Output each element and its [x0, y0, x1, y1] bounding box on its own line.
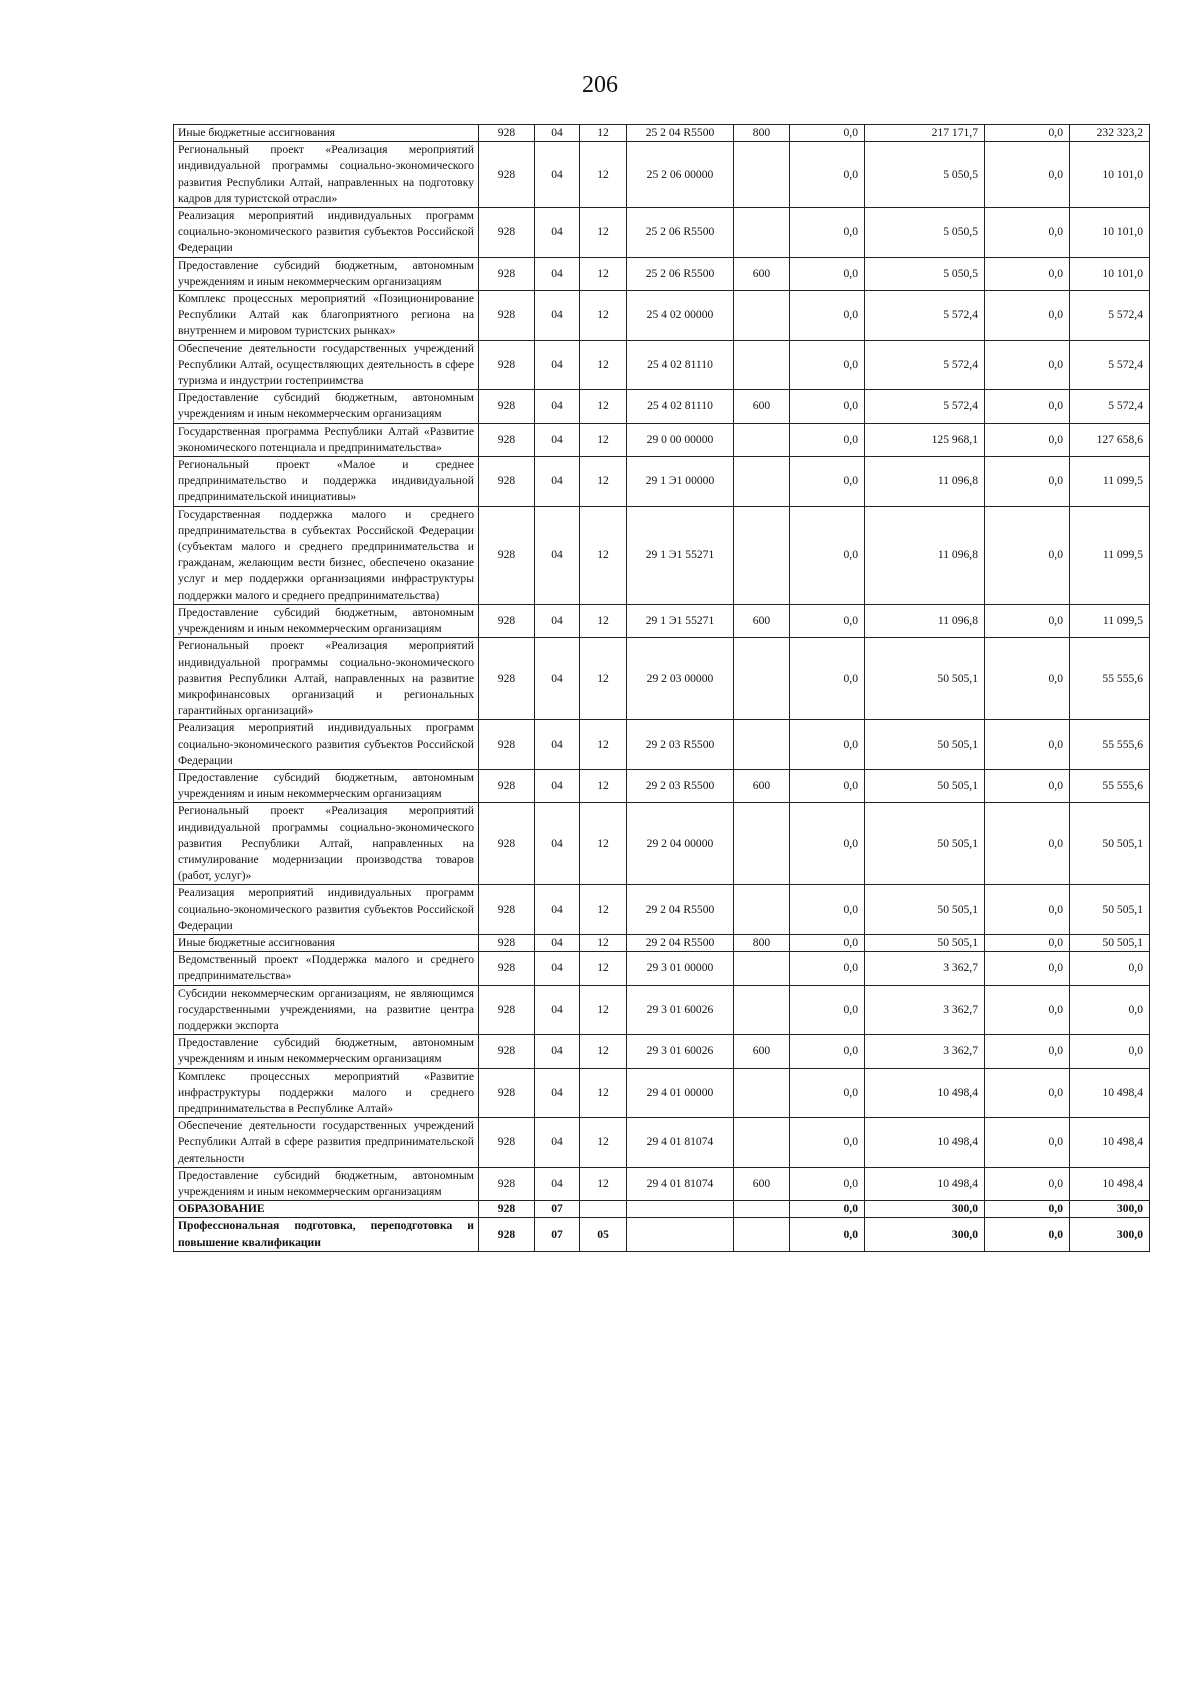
row-name: Предоставление субсидий бюджетным, автономным учреждениям и иным некоммерческим организациям — [174, 1167, 479, 1200]
target-article-code: 29 1 Э1 55271 — [627, 506, 734, 604]
table-row — [174, 769, 1150, 802]
row-name: Комплекс процессных мероприятий «Позиционирование Республики Алтай как благоприятного региона на внутреннем и мировом туристских рынках» — [174, 291, 479, 341]
target-article-code: 29 2 04 R5500 — [627, 885, 734, 935]
row-name: Региональный проект «Малое и среднее предпринимательство и поддержка индивидуальной предпринимательской инициативы» — [174, 457, 479, 507]
subsection-code: 12 — [580, 638, 627, 720]
amount-4: 50 505,1 — [1070, 885, 1150, 935]
row-name: Реализация мероприятий индивидуальных программ социально-экономического развития субъектов Российской Федерации — [174, 885, 479, 935]
subsection-code: 12 — [580, 291, 627, 341]
section-code: 04 — [535, 1118, 580, 1168]
target-article-code: 25 4 02 00000 — [627, 291, 734, 341]
expense-type-code — [734, 720, 790, 770]
amount-3: 0,0 — [985, 769, 1070, 802]
row-name: Обеспечение деятельности государственных учреждений Республики Алтай в сфере развития предпринимательской деятельности — [174, 1118, 479, 1168]
amount-3: 0,0 — [985, 142, 1070, 208]
target-article-code: 29 2 04 00000 — [627, 803, 734, 885]
amount-4: 10 498,4 — [1070, 1167, 1150, 1200]
subsection-code: 12 — [580, 423, 627, 456]
expense-type-code — [734, 952, 790, 985]
amount-3: 0,0 — [985, 257, 1070, 290]
expense-type-code — [734, 1118, 790, 1168]
section-code: 04 — [535, 885, 580, 935]
row-name: Региональный проект «Реализация мероприятий индивидуальной программы социально-экономического развития Республики Алтай, направленных на подготовку кадров для туристской отрасли» — [174, 142, 479, 208]
amount-3: 0,0 — [985, 720, 1070, 770]
table-row — [174, 390, 1150, 423]
row-name: Предоставление субсидий бюджетным, автономным учреждениям и иным некоммерческим организациям — [174, 390, 479, 423]
table-row — [174, 1218, 1150, 1251]
target-article-code: 25 2 06 00000 — [627, 142, 734, 208]
table-row — [174, 1068, 1150, 1118]
table-row — [174, 423, 1150, 456]
table-row — [174, 1035, 1150, 1068]
ministry-code: 928 — [479, 720, 535, 770]
amount-1: 0,0 — [790, 390, 865, 423]
subsection-code: 12 — [580, 604, 627, 637]
row-name: ОБРАЗОВАНИЕ — [174, 1201, 479, 1218]
target-article-code — [627, 1218, 734, 1251]
subsection-code: 12 — [580, 1035, 627, 1068]
amount-1: 0,0 — [790, 769, 865, 802]
amount-4: 5 572,4 — [1070, 390, 1150, 423]
amount-2: 50 505,1 — [865, 720, 985, 770]
ministry-code: 928 — [479, 1118, 535, 1168]
amount-2: 5 050,5 — [865, 142, 985, 208]
ministry-code: 928 — [479, 1201, 535, 1218]
expense-type-code: 600 — [734, 1167, 790, 1200]
ministry-code: 928 — [479, 390, 535, 423]
amount-2: 5 050,5 — [865, 208, 985, 258]
amount-2: 5 572,4 — [865, 390, 985, 423]
ministry-code: 928 — [479, 985, 535, 1035]
amount-3: 0,0 — [985, 1118, 1070, 1168]
row-name: Профессиональная подготовка, переподготовка и повышение квалификации — [174, 1218, 479, 1251]
table-row — [174, 1118, 1150, 1168]
expense-type-code — [734, 291, 790, 341]
expense-type-code — [734, 1201, 790, 1218]
target-article-code: 29 2 03 R5500 — [627, 720, 734, 770]
amount-4: 127 658,6 — [1070, 423, 1150, 456]
amount-3: 0,0 — [985, 952, 1070, 985]
amount-4: 50 505,1 — [1070, 803, 1150, 885]
subsection-code: 12 — [580, 934, 627, 951]
section-code: 04 — [535, 952, 580, 985]
amount-2: 300,0 — [865, 1201, 985, 1218]
amount-4: 11 099,5 — [1070, 604, 1150, 637]
subsection-code: 12 — [580, 208, 627, 258]
subsection-code: 12 — [580, 1167, 627, 1200]
target-article-code: 25 4 02 81110 — [627, 340, 734, 390]
amount-2: 50 505,1 — [865, 803, 985, 885]
amount-3: 0,0 — [985, 125, 1070, 142]
table-body — [174, 125, 1150, 1252]
amount-4: 232 323,2 — [1070, 125, 1150, 142]
amount-3: 0,0 — [985, 291, 1070, 341]
amount-4: 10 101,0 — [1070, 257, 1150, 290]
expense-type-code — [734, 457, 790, 507]
amount-2: 5 572,4 — [865, 340, 985, 390]
amount-1: 0,0 — [790, 604, 865, 637]
ministry-code: 928 — [479, 769, 535, 802]
subsection-code: 12 — [580, 457, 627, 507]
expense-type-code — [734, 340, 790, 390]
amount-3: 0,0 — [985, 423, 1070, 456]
expense-type-code: 600 — [734, 257, 790, 290]
row-name: Иные бюджетные ассигнования — [174, 125, 479, 142]
row-name: Иные бюджетные ассигнования — [174, 934, 479, 951]
target-article-code: 29 2 04 R5500 — [627, 934, 734, 951]
table-row — [174, 457, 1150, 507]
amount-2: 11 096,8 — [865, 604, 985, 637]
section-code: 04 — [535, 1167, 580, 1200]
amount-3: 0,0 — [985, 208, 1070, 258]
expense-type-code — [734, 1218, 790, 1251]
section-code: 04 — [535, 604, 580, 637]
section-code: 04 — [535, 1035, 580, 1068]
expense-type-code: 600 — [734, 390, 790, 423]
amount-1: 0,0 — [790, 506, 865, 604]
amount-3: 0,0 — [985, 1167, 1070, 1200]
target-article-code — [627, 1201, 734, 1218]
amount-4: 10 101,0 — [1070, 142, 1150, 208]
ministry-code: 928 — [479, 1167, 535, 1200]
amount-2: 50 505,1 — [865, 934, 985, 951]
expense-type-code — [734, 142, 790, 208]
subsection-code: 12 — [580, 390, 627, 423]
section-code: 04 — [535, 934, 580, 951]
amount-3: 0,0 — [985, 1201, 1070, 1218]
section-code: 04 — [535, 769, 580, 802]
amount-1: 0,0 — [790, 291, 865, 341]
ministry-code: 928 — [479, 803, 535, 885]
row-name: Государственная поддержка малого и среднего предпринимательства в субъектах Российской Федерации (субъектам малого и среднего предпринимательства и гражданам, желающим вести бизнес, обеспечено оказание услуг и мер поддержки организациями инфраструктуры поддержки малого и среднего предпринимательства) — [174, 506, 479, 604]
amount-1: 0,0 — [790, 423, 865, 456]
subsection-code: 12 — [580, 720, 627, 770]
amount-3: 0,0 — [985, 803, 1070, 885]
target-article-code: 29 3 01 60026 — [627, 985, 734, 1035]
target-article-code: 29 2 03 00000 — [627, 638, 734, 720]
subsection-code: 05 — [580, 1218, 627, 1251]
amount-1: 0,0 — [790, 340, 865, 390]
ministry-code: 928 — [479, 208, 535, 258]
ministry-code: 928 — [479, 1035, 535, 1068]
table-row — [174, 638, 1150, 720]
amount-4: 0,0 — [1070, 952, 1150, 985]
amount-1: 0,0 — [790, 952, 865, 985]
target-article-code: 29 4 01 81074 — [627, 1167, 734, 1200]
section-code: 07 — [535, 1218, 580, 1251]
ministry-code: 928 — [479, 952, 535, 985]
ministry-code: 928 — [479, 142, 535, 208]
amount-4: 55 555,6 — [1070, 769, 1150, 802]
amount-3: 0,0 — [985, 1218, 1070, 1251]
section-code: 04 — [535, 506, 580, 604]
subsection-code: 12 — [580, 952, 627, 985]
amount-1: 0,0 — [790, 142, 865, 208]
expense-type-code — [734, 423, 790, 456]
subsection-code — [580, 1201, 627, 1218]
subsection-code: 12 — [580, 142, 627, 208]
amount-3: 0,0 — [985, 506, 1070, 604]
amount-2: 10 498,4 — [865, 1167, 985, 1200]
subsection-code: 12 — [580, 340, 627, 390]
section-code: 04 — [535, 291, 580, 341]
expense-type-code: 600 — [734, 769, 790, 802]
table-row — [174, 885, 1150, 935]
amount-4: 0,0 — [1070, 1035, 1150, 1068]
section-code: 04 — [535, 142, 580, 208]
section-code: 04 — [535, 423, 580, 456]
expense-type-code — [734, 1068, 790, 1118]
amount-1: 0,0 — [790, 885, 865, 935]
amount-2: 50 505,1 — [865, 769, 985, 802]
amount-1: 0,0 — [790, 208, 865, 258]
amount-1: 0,0 — [790, 1167, 865, 1200]
row-name: Предоставление субсидий бюджетным, автономным учреждениям и иным некоммерческим организациям — [174, 257, 479, 290]
section-code: 04 — [535, 125, 580, 142]
table-row — [174, 506, 1150, 604]
amount-3: 0,0 — [985, 934, 1070, 951]
row-name: Реализация мероприятий индивидуальных программ социально-экономического развития субъектов Российской Федерации — [174, 720, 479, 770]
section-code: 07 — [535, 1201, 580, 1218]
target-article-code: 29 3 01 00000 — [627, 952, 734, 985]
amount-4: 11 099,5 — [1070, 457, 1150, 507]
amount-2: 11 096,8 — [865, 457, 985, 507]
amount-1: 0,0 — [790, 720, 865, 770]
subsection-code: 12 — [580, 885, 627, 935]
expense-type-code — [734, 885, 790, 935]
table-row — [174, 803, 1150, 885]
table-row — [174, 985, 1150, 1035]
table-row — [174, 340, 1150, 390]
section-code: 04 — [535, 638, 580, 720]
target-article-code: 29 4 01 81074 — [627, 1118, 734, 1168]
target-article-code: 29 1 Э1 00000 — [627, 457, 734, 507]
target-article-code: 25 2 06 R5500 — [627, 257, 734, 290]
amount-1: 0,0 — [790, 1118, 865, 1168]
expense-type-code — [734, 208, 790, 258]
section-code: 04 — [535, 1068, 580, 1118]
target-article-code: 29 2 03 R5500 — [627, 769, 734, 802]
amount-2: 50 505,1 — [865, 638, 985, 720]
amount-4: 50 505,1 — [1070, 934, 1150, 951]
amount-2: 300,0 — [865, 1218, 985, 1251]
amount-1: 0,0 — [790, 803, 865, 885]
ministry-code: 928 — [479, 1068, 535, 1118]
row-name: Региональный проект «Реализация мероприятий индивидуальной программы социально-экономического развития Республики Алтай, направленных на стимулирование модернизации производства товаров (работ, услуг)» — [174, 803, 479, 885]
amount-4: 300,0 — [1070, 1218, 1150, 1251]
amount-1: 0,0 — [790, 638, 865, 720]
table-row — [174, 1201, 1150, 1218]
ministry-code: 928 — [479, 1218, 535, 1251]
expense-type-code: 600 — [734, 604, 790, 637]
section-code: 04 — [535, 340, 580, 390]
section-code: 04 — [535, 390, 580, 423]
row-name: Предоставление субсидий бюджетным, автономным учреждениям и иным некоммерческим организациям — [174, 604, 479, 637]
table-row — [174, 934, 1150, 951]
expense-type-code: 800 — [734, 125, 790, 142]
amount-4: 11 099,5 — [1070, 506, 1150, 604]
ministry-code: 928 — [479, 257, 535, 290]
ministry-code: 928 — [479, 291, 535, 341]
subsection-code: 12 — [580, 803, 627, 885]
amount-4: 10 498,4 — [1070, 1118, 1150, 1168]
amount-3: 0,0 — [985, 1068, 1070, 1118]
table-row — [174, 604, 1150, 637]
target-article-code: 25 2 04 R5500 — [627, 125, 734, 142]
table-row — [174, 720, 1150, 770]
table-row — [174, 125, 1150, 142]
section-code: 04 — [535, 208, 580, 258]
row-name: Региональный проект «Реализация мероприятий индивидуальной программы социально-экономического развития Республики Алтай, направленных на развитие микрофинансовых организаций и региональных гарантийных организаций» — [174, 638, 479, 720]
amount-1: 0,0 — [790, 934, 865, 951]
subsection-code: 12 — [580, 506, 627, 604]
amount-3: 0,0 — [985, 1035, 1070, 1068]
amount-2: 10 498,4 — [865, 1118, 985, 1168]
amount-1: 0,0 — [790, 125, 865, 142]
amount-3: 0,0 — [985, 390, 1070, 423]
ministry-code: 928 — [479, 457, 535, 507]
table-row — [174, 952, 1150, 985]
amount-3: 0,0 — [985, 604, 1070, 637]
amount-2: 3 362,7 — [865, 1035, 985, 1068]
table-row — [174, 208, 1150, 258]
table-row — [174, 257, 1150, 290]
amount-1: 0,0 — [790, 457, 865, 507]
amount-3: 0,0 — [985, 457, 1070, 507]
ministry-code: 928 — [479, 125, 535, 142]
subsection-code: 12 — [580, 1118, 627, 1168]
subsection-code: 12 — [580, 1068, 627, 1118]
subsection-code: 12 — [580, 125, 627, 142]
amount-2: 11 096,8 — [865, 506, 985, 604]
amount-1: 0,0 — [790, 257, 865, 290]
row-name: Субсидии некоммерческим организациям, не являющимся государственными учреждениями, на развитие центра поддержки экспорта — [174, 985, 479, 1035]
section-code: 04 — [535, 457, 580, 507]
row-name: Предоставление субсидий бюджетным, автономным учреждениям и иным некоммерческим организациям — [174, 1035, 479, 1068]
expense-type-code — [734, 985, 790, 1035]
row-name: Комплекс процессных мероприятий «Развитие инфраструктуры поддержки малого и среднего предпринимательства в Республике Алтай» — [174, 1068, 479, 1118]
table-row — [174, 1167, 1150, 1200]
expense-type-code: 600 — [734, 1035, 790, 1068]
amount-1: 0,0 — [790, 1218, 865, 1251]
table-row — [174, 142, 1150, 208]
amount-2: 125 968,1 — [865, 423, 985, 456]
ministry-code: 928 — [479, 423, 535, 456]
amount-3: 0,0 — [985, 638, 1070, 720]
target-article-code: 29 1 Э1 55271 — [627, 604, 734, 637]
amount-2: 3 362,7 — [865, 952, 985, 985]
amount-3: 0,0 — [985, 340, 1070, 390]
ministry-code: 928 — [479, 638, 535, 720]
section-code: 04 — [535, 257, 580, 290]
row-name: Предоставление субсидий бюджетным, автономным учреждениям и иным некоммерческим организациям — [174, 769, 479, 802]
amount-1: 0,0 — [790, 1068, 865, 1118]
amount-4: 300,0 — [1070, 1201, 1150, 1218]
ministry-code: 928 — [479, 604, 535, 637]
section-code: 04 — [535, 803, 580, 885]
subsection-code: 12 — [580, 257, 627, 290]
amount-4: 55 555,6 — [1070, 720, 1150, 770]
amount-2: 5 050,5 — [865, 257, 985, 290]
amount-1: 0,0 — [790, 985, 865, 1035]
amount-4: 10 498,4 — [1070, 1068, 1150, 1118]
ministry-code: 928 — [479, 506, 535, 604]
table-row — [174, 291, 1150, 341]
expense-type-code — [734, 638, 790, 720]
row-name: Государственная программа Республики Алтай «Развитие экономического потенциала и предпринимательства» — [174, 423, 479, 456]
target-article-code: 29 0 00 00000 — [627, 423, 734, 456]
row-name: Обеспечение деятельности государственных учреждений Республики Алтай, осуществляющих деятельность в сфере туризма и индустрии гостеприимства — [174, 340, 479, 390]
expense-type-code: 800 — [734, 934, 790, 951]
amount-2: 10 498,4 — [865, 1068, 985, 1118]
target-article-code: 29 4 01 00000 — [627, 1068, 734, 1118]
amount-3: 0,0 — [985, 985, 1070, 1035]
amount-2: 5 572,4 — [865, 291, 985, 341]
expense-type-code — [734, 803, 790, 885]
section-code: 04 — [535, 720, 580, 770]
amount-4: 0,0 — [1070, 985, 1150, 1035]
amount-4: 10 101,0 — [1070, 208, 1150, 258]
amount-1: 0,0 — [790, 1201, 865, 1218]
amount-3: 0,0 — [985, 885, 1070, 935]
amount-2: 3 362,7 — [865, 985, 985, 1035]
row-name: Ведомственный проект «Поддержка малого и среднего предпринимательства» — [174, 952, 479, 985]
amount-4: 55 555,6 — [1070, 638, 1150, 720]
target-article-code: 25 2 06 R5500 — [627, 208, 734, 258]
expense-type-code — [734, 506, 790, 604]
amount-4: 5 572,4 — [1070, 340, 1150, 390]
row-name: Реализация мероприятий индивидуальных программ социально-экономического развития субъектов Российской Федерации — [174, 208, 479, 258]
ministry-code: 928 — [479, 934, 535, 951]
amount-1: 0,0 — [790, 1035, 865, 1068]
budget-table — [173, 124, 1150, 1252]
ministry-code: 928 — [479, 885, 535, 935]
section-code: 04 — [535, 985, 580, 1035]
target-article-code: 25 4 02 81110 — [627, 390, 734, 423]
page-number: 206 — [582, 72, 618, 98]
subsection-code: 12 — [580, 769, 627, 802]
subsection-code: 12 — [580, 985, 627, 1035]
ministry-code: 928 — [479, 340, 535, 390]
amount-2: 217 171,7 — [865, 125, 985, 142]
target-article-code: 29 3 01 60026 — [627, 1035, 734, 1068]
amount-2: 50 505,1 — [865, 885, 985, 935]
amount-4: 5 572,4 — [1070, 291, 1150, 341]
